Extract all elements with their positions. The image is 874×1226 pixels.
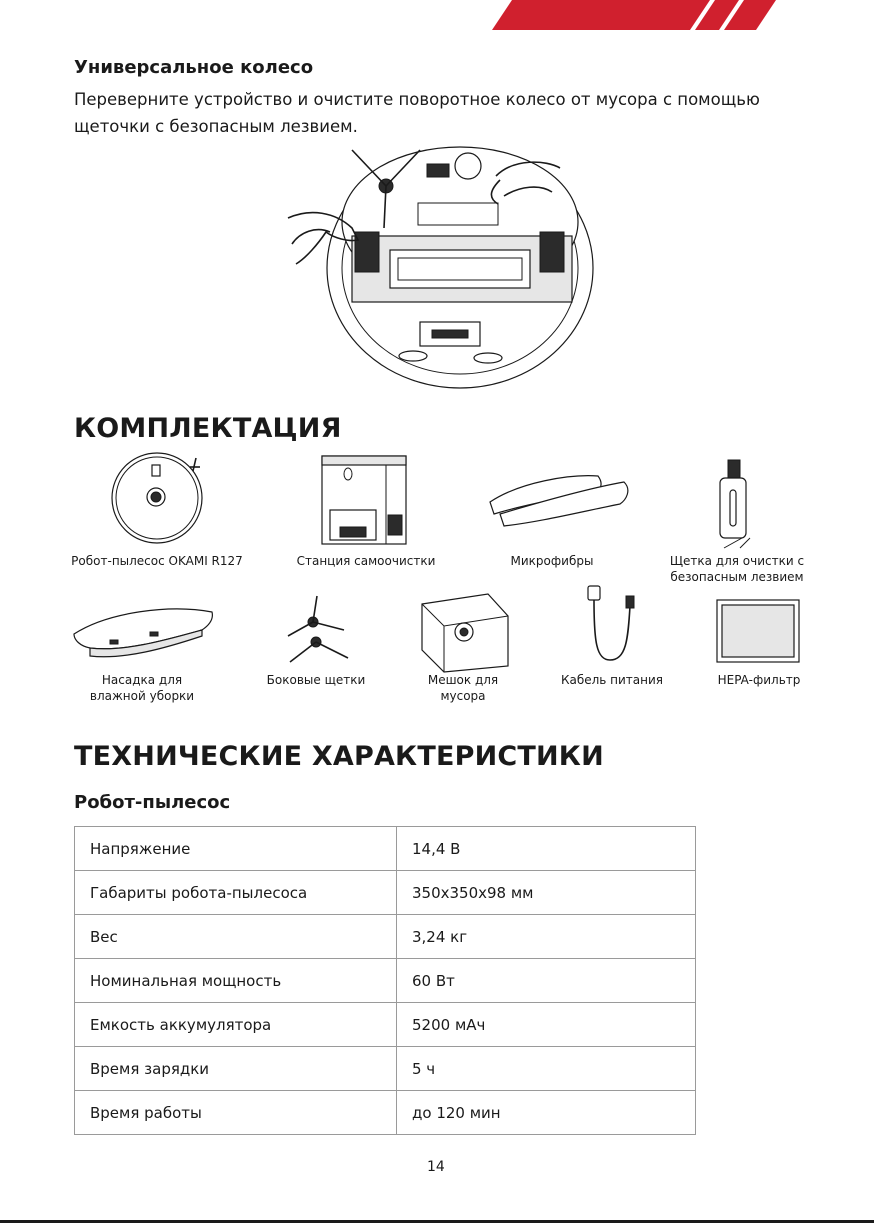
docking-station-icon bbox=[322, 456, 406, 544]
spec-label: Емкость аккумулятора bbox=[75, 1003, 397, 1047]
specs-table bbox=[74, 826, 696, 1135]
kit-item-cable-label: Кабель питания bbox=[560, 673, 664, 687]
table-row bbox=[75, 1091, 696, 1135]
kit-item-side-brushes-label: Боковые щетки bbox=[266, 673, 366, 687]
mop-attachment-icon bbox=[74, 609, 212, 657]
robot-vacuum-icon bbox=[112, 453, 202, 543]
spec-value: 3,24 кг bbox=[397, 915, 696, 959]
page-number: 14 bbox=[427, 1159, 445, 1175]
power-cable-icon bbox=[588, 586, 634, 660]
spec-value: 350х350х98 мм bbox=[397, 871, 696, 915]
kit-section-title: КОМПЛЕКТАЦИЯ bbox=[74, 413, 342, 444]
robot-wheel-cleaning-illustration bbox=[288, 147, 593, 388]
wheel-instructions-line-1: Переверните устройство и очистите поворотное колесо от мусора с помощью bbox=[74, 90, 760, 109]
side-brushes-icon bbox=[288, 596, 348, 662]
table-row bbox=[75, 959, 696, 1003]
spec-value: 5200 мАч bbox=[397, 1003, 696, 1047]
table-row bbox=[75, 1003, 696, 1047]
spec-label: Номинальная мощность bbox=[75, 959, 397, 1003]
table-row bbox=[75, 871, 696, 915]
spec-value: до 120 мин bbox=[397, 1091, 696, 1135]
specs-subtitle: Робот-пылесос bbox=[74, 792, 231, 813]
kit-item-hepa-label: HEPA-фильтр bbox=[717, 673, 801, 687]
kit-item-dust-bag-label: Мешок для мусора bbox=[427, 673, 499, 703]
spec-label: Вес bbox=[75, 915, 397, 959]
kit-item-station-label: Станция самоочистки bbox=[296, 554, 436, 568]
specs-section-title: ТЕХНИЧЕСКИЕ ХАРАКТЕРИСТИКИ bbox=[74, 741, 604, 772]
spec-value: 60 Вт bbox=[397, 959, 696, 1003]
kit-item-robot-label: Робот-пылесос OKAMI R127 bbox=[71, 554, 243, 568]
spec-label: Время работы bbox=[75, 1091, 397, 1135]
wheel-instructions-line-2: щеточки с безопасным лезвием. bbox=[74, 117, 358, 136]
spec-label: Время зарядки bbox=[75, 1047, 397, 1091]
bottom-divider bbox=[0, 1220, 874, 1223]
spec-label: Габариты робота-пылесоса bbox=[75, 871, 397, 915]
kit-item-brush-label: Щетка для очистки с безопасным лезвием bbox=[669, 554, 805, 584]
spec-value: 5 ч bbox=[397, 1047, 696, 1091]
dust-bag-icon bbox=[422, 594, 508, 672]
table-row bbox=[75, 827, 696, 871]
kit-item-microfiber-label: Микрофибры bbox=[510, 554, 594, 568]
header-stripes-logo bbox=[492, 0, 776, 30]
spec-value: 14,4 В bbox=[397, 827, 696, 871]
hepa-filter-icon bbox=[717, 600, 799, 662]
cleaning-brush-icon bbox=[720, 460, 750, 548]
wheel-section-title: Универсальное колесо bbox=[74, 57, 314, 78]
kit-item-mop-label: Насадка для влажной уборки bbox=[89, 673, 195, 703]
table-row bbox=[75, 1047, 696, 1091]
spec-label: Напряжение bbox=[75, 827, 397, 871]
table-row bbox=[75, 915, 696, 959]
microfiber-cloths-icon bbox=[490, 476, 628, 526]
